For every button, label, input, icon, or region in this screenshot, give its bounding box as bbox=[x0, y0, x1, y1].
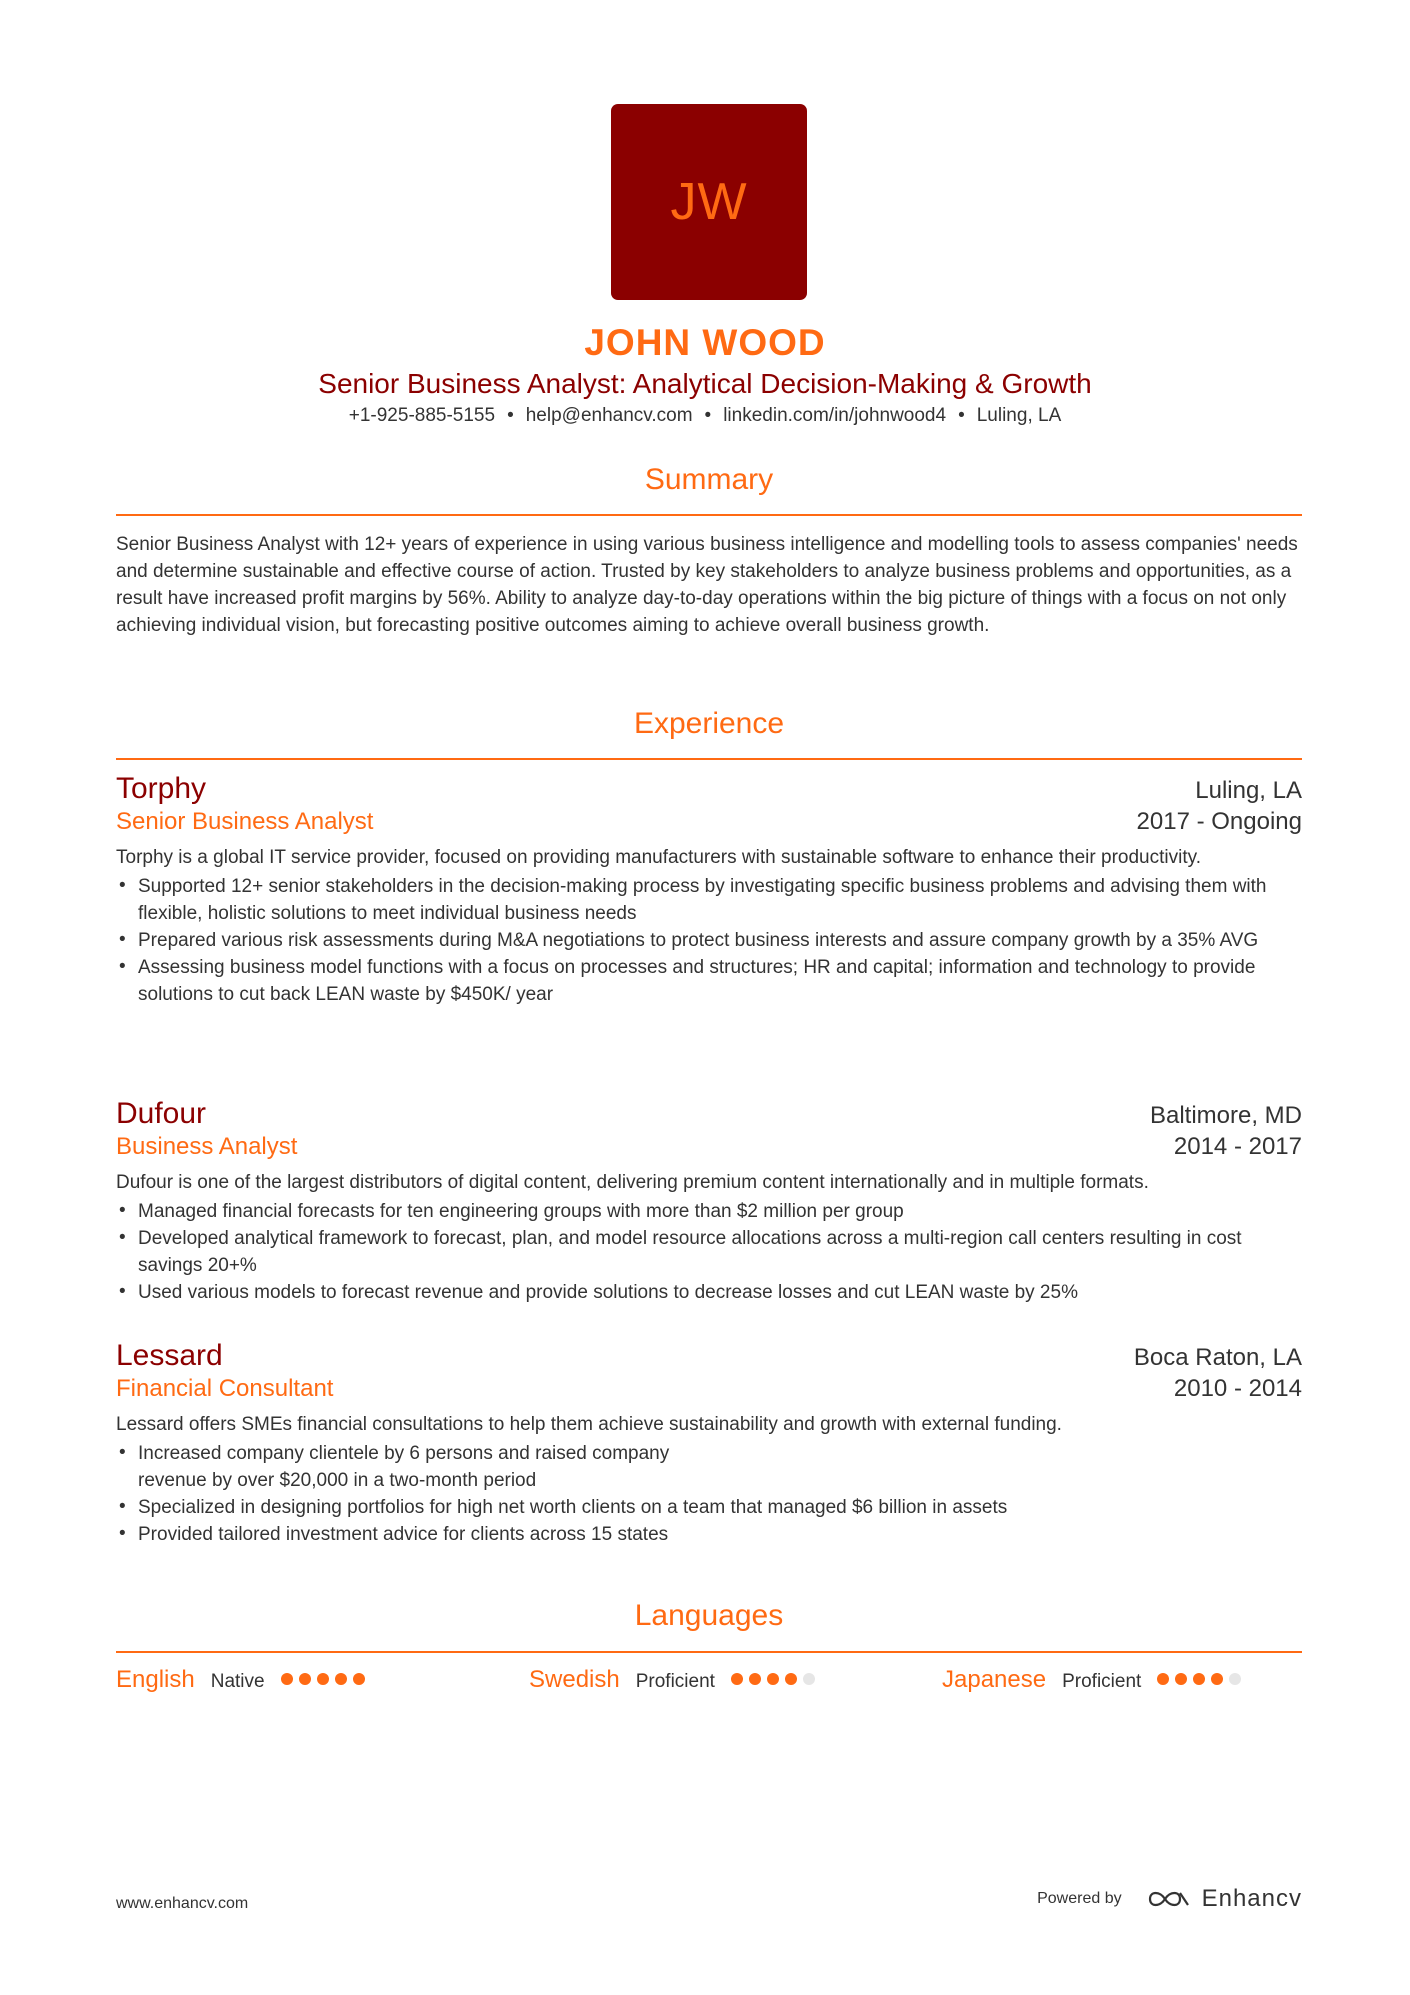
contact-email[interactable]: help@enhancv.com bbox=[525, 405, 693, 426]
rating-dot-filled bbox=[353, 1673, 365, 1685]
rating-dot-filled bbox=[281, 1673, 293, 1685]
languages-heading: Languages bbox=[634, 1599, 784, 1632]
rating-dot-filled bbox=[749, 1673, 761, 1685]
job-bullet: • Managed financial forecasts for ten engineering groups with more than $2 million per group bbox=[138, 1198, 1302, 1225]
job-dates: 2014 - 2017 bbox=[1173, 1133, 1302, 1160]
job-bullet: • Increased company clientele by 6 persons and raised company revenue by over $20,000 in a two-month period bbox=[138, 1440, 738, 1494]
enhancv-logo-icon bbox=[1146, 1887, 1192, 1911]
rating-dot-filled bbox=[767, 1673, 779, 1685]
rating-dot-filled bbox=[1193, 1673, 1205, 1685]
job-dates: 2017 - Ongoing bbox=[1136, 808, 1302, 835]
language-item bbox=[942, 1666, 1241, 1694]
job-entry-torphy bbox=[116, 772, 1302, 1008]
brand-name[interactable]: Enhancv bbox=[1201, 1885, 1302, 1912]
job-entry-lessard bbox=[116, 1339, 1302, 1548]
contact-linkedin[interactable]: linkedin.com/in/johnwood4 bbox=[723, 405, 947, 426]
job-bullet: • Provided tailored investment advice for clients across 15 states bbox=[138, 1521, 1302, 1548]
job-bullets bbox=[116, 873, 1302, 1008]
job-description: Dufour is one of the largest distributors of digital content, delivering premium content internationally and in multiple formats. bbox=[116, 1172, 1149, 1193]
language-level: Proficient bbox=[1062, 1671, 1142, 1692]
language-level: Proficient bbox=[635, 1671, 715, 1692]
job-location: Baltimore, MD bbox=[1149, 1102, 1302, 1129]
language-rating bbox=[1157, 1673, 1241, 1685]
job-company: Lessard bbox=[116, 1339, 223, 1372]
job-bullet: • Developed analytical framework to forecast, plan, and model resource allocations across a multi-region call centers resulting in cost savings 20+% bbox=[138, 1225, 1302, 1279]
job-description: Torphy is a global IT service provider, focused on providing manufacturers with sustainable software to enhance their productivity. bbox=[116, 847, 1201, 868]
experience-divider bbox=[116, 758, 1302, 760]
rating-dot-filled bbox=[731, 1673, 743, 1685]
monogram-initials: JW bbox=[670, 173, 748, 231]
candidate-headline: Senior Business Analyst: Analytical Decision-Making & Growth bbox=[318, 368, 1092, 399]
language-rating bbox=[731, 1673, 815, 1685]
job-location: Luling, LA bbox=[1195, 777, 1302, 804]
rating-dot-filled bbox=[335, 1673, 347, 1685]
language-item bbox=[529, 1666, 815, 1694]
rating-dot-filled bbox=[317, 1673, 329, 1685]
summary-heading: Summary bbox=[644, 463, 774, 496]
summary-text: Senior Business Analyst with 12+ years of experience in using various business intelligence and modelling tools to assess companies' needs and determine sustainable and effective course of action. Trusted by key stakeholders to analyze business problems and opportunities, as a result have increased profit margins by 56%. Ability to analyze day-to-day operations within the big picture of things with a focus on not only achieving individual vision, but forecasting positive outcomes aiming to achieve overall business growth. bbox=[116, 534, 1298, 636]
rating-dot-filled bbox=[1175, 1673, 1187, 1685]
job-bullet: • Used various models to forecast revenue and provide solutions to decrease losses and cut LEAN waste by 25% bbox=[138, 1279, 1302, 1306]
rating-dot-filled bbox=[785, 1673, 797, 1685]
language-name: Swedish bbox=[529, 1666, 620, 1693]
rating-dot-filled bbox=[1157, 1673, 1169, 1685]
job-role: Senior Business Analyst bbox=[116, 808, 374, 835]
contact-separator: • bbox=[704, 405, 712, 426]
language-level: Native bbox=[210, 1671, 265, 1692]
language-name: Japanese bbox=[942, 1666, 1047, 1693]
language-item bbox=[116, 1666, 365, 1694]
candidate-name: JOHN WOOD bbox=[584, 322, 826, 363]
footer-website[interactable]: www.enhancv.com bbox=[116, 1895, 249, 1912]
job-role: Business Analyst bbox=[116, 1133, 298, 1160]
job-description: Lessard offers SMEs financial consultations to help them achieve sustainability and growth with external funding. bbox=[116, 1414, 1062, 1435]
contact-location: Luling, LA bbox=[976, 405, 1062, 426]
footer-branding bbox=[1037, 1885, 1302, 1913]
job-bullet: • Supported 12+ senior stakeholders in the decision-making process by investigating specific business problems and advising them with flexible, holistic solutions to meet individual business needs bbox=[138, 873, 1302, 927]
rating-dot-filled bbox=[299, 1673, 311, 1685]
powered-by-label: Powered by bbox=[1037, 1890, 1122, 1907]
summary-divider bbox=[116, 514, 1302, 516]
job-bullets bbox=[116, 1198, 1302, 1306]
language-rating bbox=[281, 1673, 365, 1685]
job-company: Torphy bbox=[116, 772, 207, 805]
job-bullet: • Assessing business model functions with a focus on processes and structures; HR and capital; information and technology to provide solutions to cut back LEAN waste by $450K/ year bbox=[138, 954, 1302, 1008]
job-dates: 2010 - 2014 bbox=[1173, 1375, 1302, 1402]
contact-separator: • bbox=[958, 405, 965, 426]
experience-heading: Experience bbox=[633, 707, 785, 740]
rating-dot-empty bbox=[803, 1673, 815, 1685]
job-bullets bbox=[116, 1440, 1302, 1548]
contact-separator: • bbox=[507, 405, 514, 426]
language-name: English bbox=[116, 1666, 195, 1693]
rating-dot-empty bbox=[1229, 1673, 1241, 1685]
job-location: Boca Raton, LA bbox=[1133, 1344, 1302, 1371]
languages-divider bbox=[116, 1651, 1302, 1653]
contact-phone[interactable]: +1-925-885-5155 bbox=[348, 405, 496, 426]
job-role: Financial Consultant bbox=[116, 1375, 334, 1402]
contact-line bbox=[0, 405, 1410, 427]
job-bullet: • Prepared various risk assessments during M&A negotiations to protect business interests and assure company growth by a 35% AVG bbox=[138, 927, 1302, 954]
job-entry-dufour bbox=[116, 1097, 1302, 1306]
rating-dot-filled bbox=[1211, 1673, 1223, 1685]
job-bullet: • Specialized in designing portfolios for high net worth clients on a team that managed $6 billion in assets bbox=[138, 1494, 1302, 1521]
job-company: Dufour bbox=[116, 1097, 207, 1130]
avatar-monogram bbox=[611, 104, 807, 300]
